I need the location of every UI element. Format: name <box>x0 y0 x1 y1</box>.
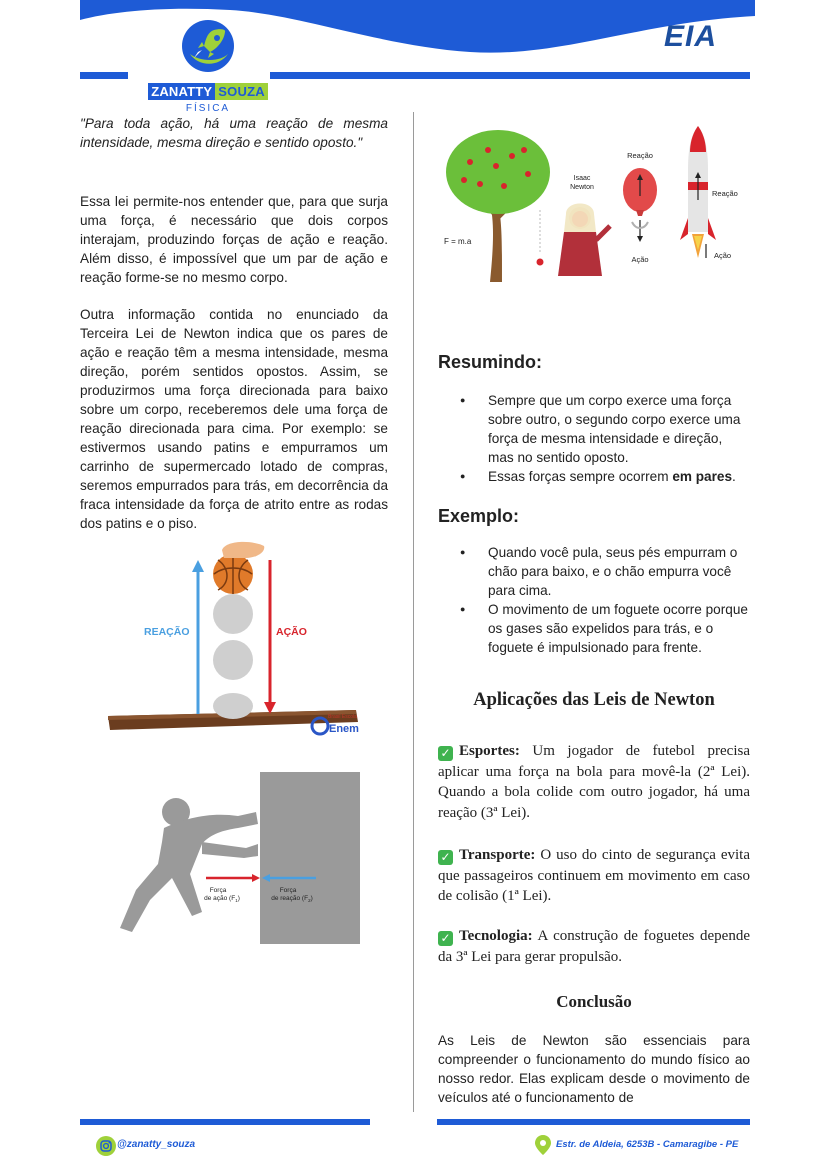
rocket-acao-label: Ação <box>714 251 732 260</box>
paragraph-2: Outra informação contida no enunciado da Terceira Lei de Newton indica que os pares de ação e reação têm a mesma intensidade, mesma direção, porém sentidos opostos. Assim, se produzirmos uma força direcionada para baixo sobre um corpo, receberemos dele uma força de reação direcionada para cima. Por exemplo: se estivermos usando patins e empurramos um carrinho de supermercado lotado de compras, seremos empurrados para trás, em decorrência da fraca intensidade da força de atrito entre as rodas dos patins e o piso. <box>80 307 388 531</box>
app-esportes-text: Um jogador de futebol precisa aplicar uma força na bola para movê-la (2ª Lei). Quando a bola colide com outro jogador, há uma reação (3ª Lei). <box>438 743 750 821</box>
header-line-left <box>80 72 128 79</box>
app-transporte <box>438 845 750 907</box>
rocket-reacao-label: Reação <box>712 189 738 198</box>
instagram-icon <box>96 1136 116 1156</box>
person-pushing-figure <box>106 772 362 944</box>
resumindo-item-1: ● Sempre que um corpo exerce uma força sobre outro, o segundo corpo exerce uma força de mesma intensidade e direção, mas no sentido oposto. <box>438 391 750 467</box>
isaac-line1: Isaac <box>573 175 591 182</box>
forca-acao-sub: 1 <box>235 898 238 903</box>
resumindo-item-2-bold: em pares <box>672 469 733 484</box>
resumindo-list <box>438 391 750 486</box>
resumindo-item-2-post: . <box>732 469 736 484</box>
logo-name-first: ZANATTY <box>148 83 215 100</box>
exemplo-item-1: ● Quando você pula, seus pés empurram o chão para baixo, e o chão empurra você para cima. <box>438 543 750 600</box>
conclusao-heading: Conclusão <box>556 992 632 1011</box>
svg-text:de ação (F1): de ação $(F_1)$ <box>204 895 240 903</box>
resumindo-heading: Resumindo: <box>438 352 543 372</box>
resumindo-item-2 <box>438 467 750 486</box>
forca-reacao-line1: Força <box>279 887 297 894</box>
app-esportes-label: Esportes: <box>459 743 520 759</box>
action-reaction-balls-figure <box>106 536 366 744</box>
isaac-line2: Newton <box>570 184 594 191</box>
check-icon: ✓ <box>438 850 453 865</box>
formula-label: F = m.a <box>444 237 472 246</box>
app-tecnologia <box>438 926 750 967</box>
balloon-reacao-label: Reação <box>627 151 653 160</box>
forca-reacao-line2: de reação (F <box>271 895 309 902</box>
enem-label: Enem <box>329 723 359 735</box>
logo-name <box>148 83 268 100</box>
resumindo-item-2-pre: Essas forças sempre ocorrem <box>488 469 673 484</box>
rocket-logo-icon <box>180 18 236 74</box>
app-tecnologia-label: Tecnologia: <box>459 928 533 944</box>
exemplo-item-2: ● O movimento de um foguete ocorre porque os gases são expelidos para trás, e o foguete é impulsionado para frente. <box>438 600 750 657</box>
paragraph-1: Essa lei permite-nos entender que, para que surja uma força, é necessário que dois corpos interajam, produzindo forças de ação e reação. Além disso, é impossível que um par de ação e reação forme-se no mesmo corpo. <box>80 194 388 285</box>
left-column <box>80 114 388 551</box>
logo <box>148 18 268 114</box>
footer-address: Estr. de Aldeia, 6253B - Camaragibe - PE <box>556 1139 739 1150</box>
forca-acao-line1: Força <box>209 887 227 894</box>
brand-eia: EIA <box>664 20 718 53</box>
conclusao-text: As Leis de Newton são essenciais para compreender o funcionamento do mundo físico ao nosso redor. Elas explicam desde o movimento de veículos até o funcionamento de <box>438 1033 750 1105</box>
aplicacoes-heading: Aplicações das Leis de Newton <box>473 690 715 710</box>
instagram-handle[interactable]: @zanatty_souza <box>117 1139 196 1150</box>
forca-reacao-sub: 2 <box>308 898 311 903</box>
footer-line-right <box>437 1119 750 1125</box>
check-icon: ✓ <box>438 746 453 761</box>
check-icon: ✓ <box>438 931 453 946</box>
location-pin-icon <box>534 1134 552 1156</box>
logo-subtitle: FÍSICA <box>185 103 231 114</box>
app-transporte-text: O uso do cinto de segurança evita que passageiros continuem em movimento em caso de colisão (1ª Lei). <box>438 847 750 904</box>
badge-small-label: Brasil Escola <box>328 714 357 720</box>
app-tecnologia-text: A construção de foguetes depende da 3ª Lei para gerar propulsão. <box>438 928 750 965</box>
reacao-label: REAÇÃO <box>144 626 190 638</box>
balloon-acao-label: Ação <box>631 255 649 264</box>
forca-acao-line2: de ação (F <box>204 895 236 902</box>
column-divider <box>413 112 414 1112</box>
header-line-right <box>270 72 750 79</box>
newton-balloon-rocket-figure <box>440 122 748 288</box>
app-transporte-label: Transporte: <box>459 847 536 863</box>
logo-name-second: SOUZA <box>215 83 268 100</box>
svg-text:de reação (F2): de reação $(F_2)$ <box>271 895 313 903</box>
footer-line-left <box>80 1119 370 1125</box>
newton-quote: "Para toda ação, há uma reação de mesma intensidade, mesma direção e sentido oposto." <box>80 116 388 150</box>
app-esportes <box>438 741 750 823</box>
acao-label: AÇÃO <box>276 626 307 638</box>
exemplo-list <box>438 543 750 657</box>
exemplo-heading: Exemplo: <box>438 506 520 526</box>
